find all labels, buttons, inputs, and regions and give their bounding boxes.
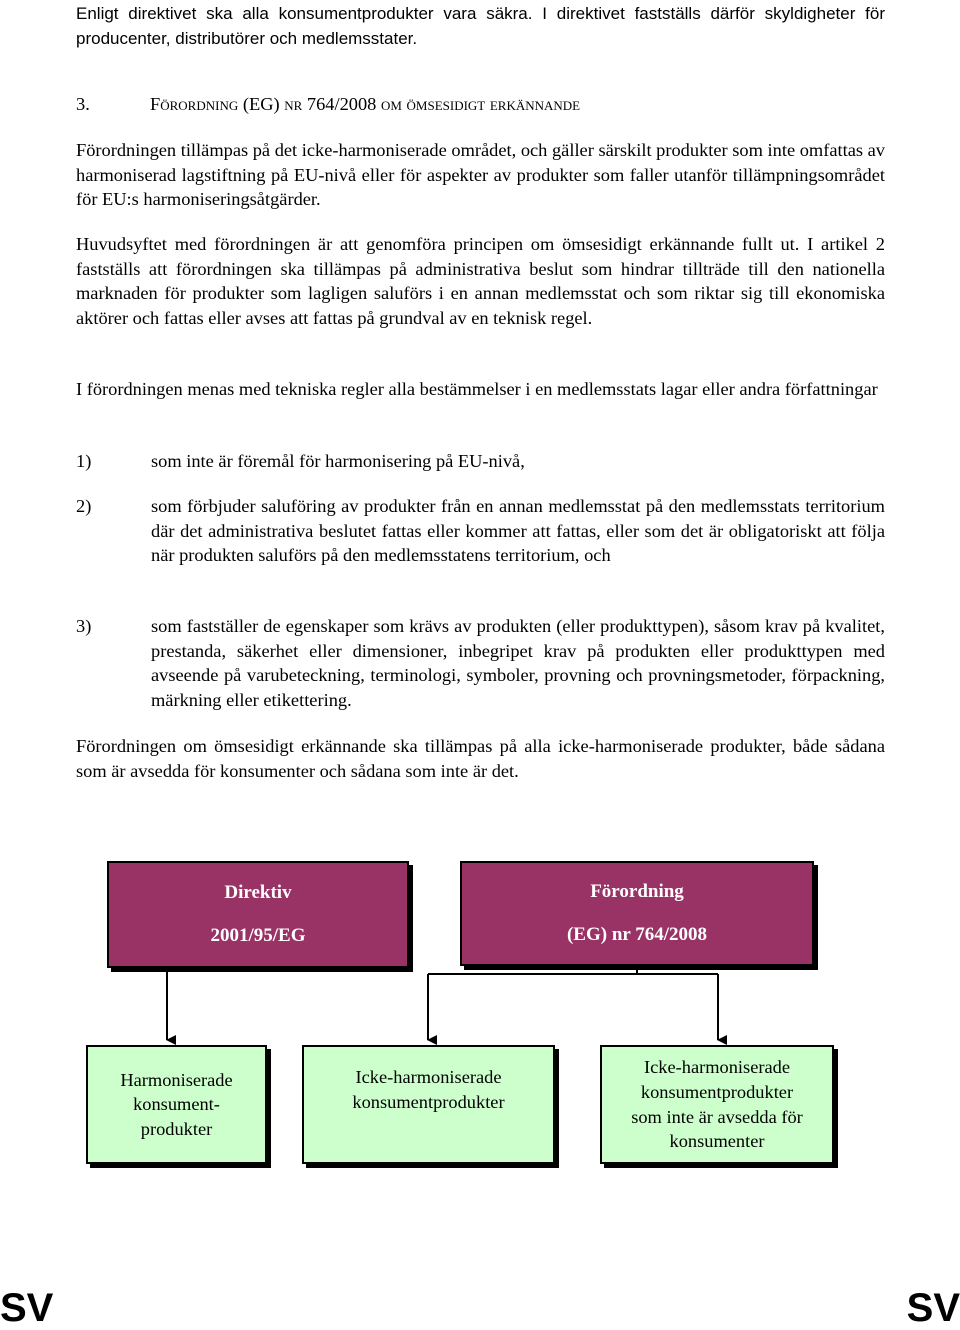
box-icke-harmoniserade-ej-konsumenter bbox=[600, 1045, 834, 1164]
box-line: konsumentprodukter bbox=[352, 1091, 505, 1112]
box-line: Harmoniserade bbox=[120, 1069, 233, 1090]
heading-part: nr bbox=[284, 94, 303, 114]
heading-part: om ömsesidigt erkännande bbox=[380, 94, 581, 114]
heading-part: (EG) bbox=[242, 94, 280, 114]
box-subtitle: 2001/95/EG bbox=[210, 924, 306, 946]
box-line: produkter bbox=[140, 1118, 213, 1139]
box-direktiv bbox=[107, 861, 409, 968]
paragraph-application: Förordningen om ömsesidigt erkännande ska tillämpas på alla icke-harmoniserade produkter, både sådana som är avsedda för konsumenter och sådana som inte är det. bbox=[76, 736, 885, 781]
list-number: 1) bbox=[76, 451, 92, 471]
section-heading bbox=[76, 92, 885, 117]
box-subtitle: (EG) nr 764/2008 bbox=[566, 923, 708, 945]
box-line: konsumentprodukter bbox=[640, 1081, 794, 1102]
intro-paragraph: Enligt direktivet ska alla konsumentprodukter vara säkra. I direktivet fastställs därför skyldigheter för producenter, distributörer och medlemsstater. bbox=[76, 4, 885, 48]
list-number: 2) bbox=[76, 496, 92, 516]
box-line: konsumenter bbox=[669, 1131, 765, 1152]
box-icke-harmoniserade bbox=[302, 1045, 555, 1164]
paragraph-scope: Förordningen tillämpas på det icke-harmoniserade området, och gäller särskilt produkter som inte omfattas av harmoniserad lagstiftning på EU-nivå eller för aspekter av produkter som faller utanför tillämpningsområdet för EU:s harmoniseringsåtgärder. bbox=[76, 140, 885, 210]
list-text: som inte är föremål för harmonisering på EU-nivå, bbox=[151, 451, 525, 471]
heading-part: Förordning bbox=[150, 94, 239, 114]
list-number: 3) bbox=[76, 616, 92, 636]
heading-part: 764/2008 bbox=[306, 94, 377, 114]
box-line: konsument- bbox=[133, 1094, 220, 1115]
box-line: som inte är avsedda för bbox=[631, 1106, 803, 1127]
paragraph-technical-rules: I förordningen menas med tekniska regler alla bestämmelser i en medlemsstats lagar eller andra författningar bbox=[76, 379, 878, 399]
box-line: Icke-harmoniserade bbox=[643, 1057, 791, 1078]
section-number: 3. bbox=[76, 94, 90, 114]
footer-language-right: SV bbox=[906, 1286, 960, 1330]
box-title: Förordning bbox=[590, 880, 684, 902]
box-title: Direktiv bbox=[224, 881, 292, 903]
box-line: Icke-harmoniserade bbox=[355, 1067, 502, 1087]
footer-language-left: SV bbox=[0, 1286, 54, 1330]
list-text: som fastställer de egenskaper som krävs av produkten (eller produkttypen), såsom krav på kvalitet, prestanda, säkerhet eller dimensioner, inbegripet krav på produkten eller produkttypen med avseende på varubeteckning, terminologi, symboler, provning och provningsmetoder, förpackning, märkning eller etikettering. bbox=[151, 616, 885, 710]
box-forordning bbox=[460, 861, 814, 966]
paragraph-purpose: Huvudsyftet med förordningen är att genomföra principen om ömsesidigt erkännande fullt ut. I artikel 2 fastställs att förordningen ska tillämpas på administrativa beslut som hindrar tillträde till den nationella marknaden för produkter som lagligen saluförs i en annan medlemsstat och som riktar sig till ekonomiska aktörer och fattas eller avses att fattas på grundval av en teknisk regel. bbox=[76, 234, 885, 328]
list-text: som förbjuder saluföring av produkter från en annan medlemsstat på den medlemsstats territorium där det administrativa beslutet fattas eller kommer att fattas, eller som det är obligatoriskt att följa när produkten saluförs på den medlemsstatens territorium, och bbox=[151, 496, 885, 566]
box-harmoniserade bbox=[86, 1045, 267, 1164]
